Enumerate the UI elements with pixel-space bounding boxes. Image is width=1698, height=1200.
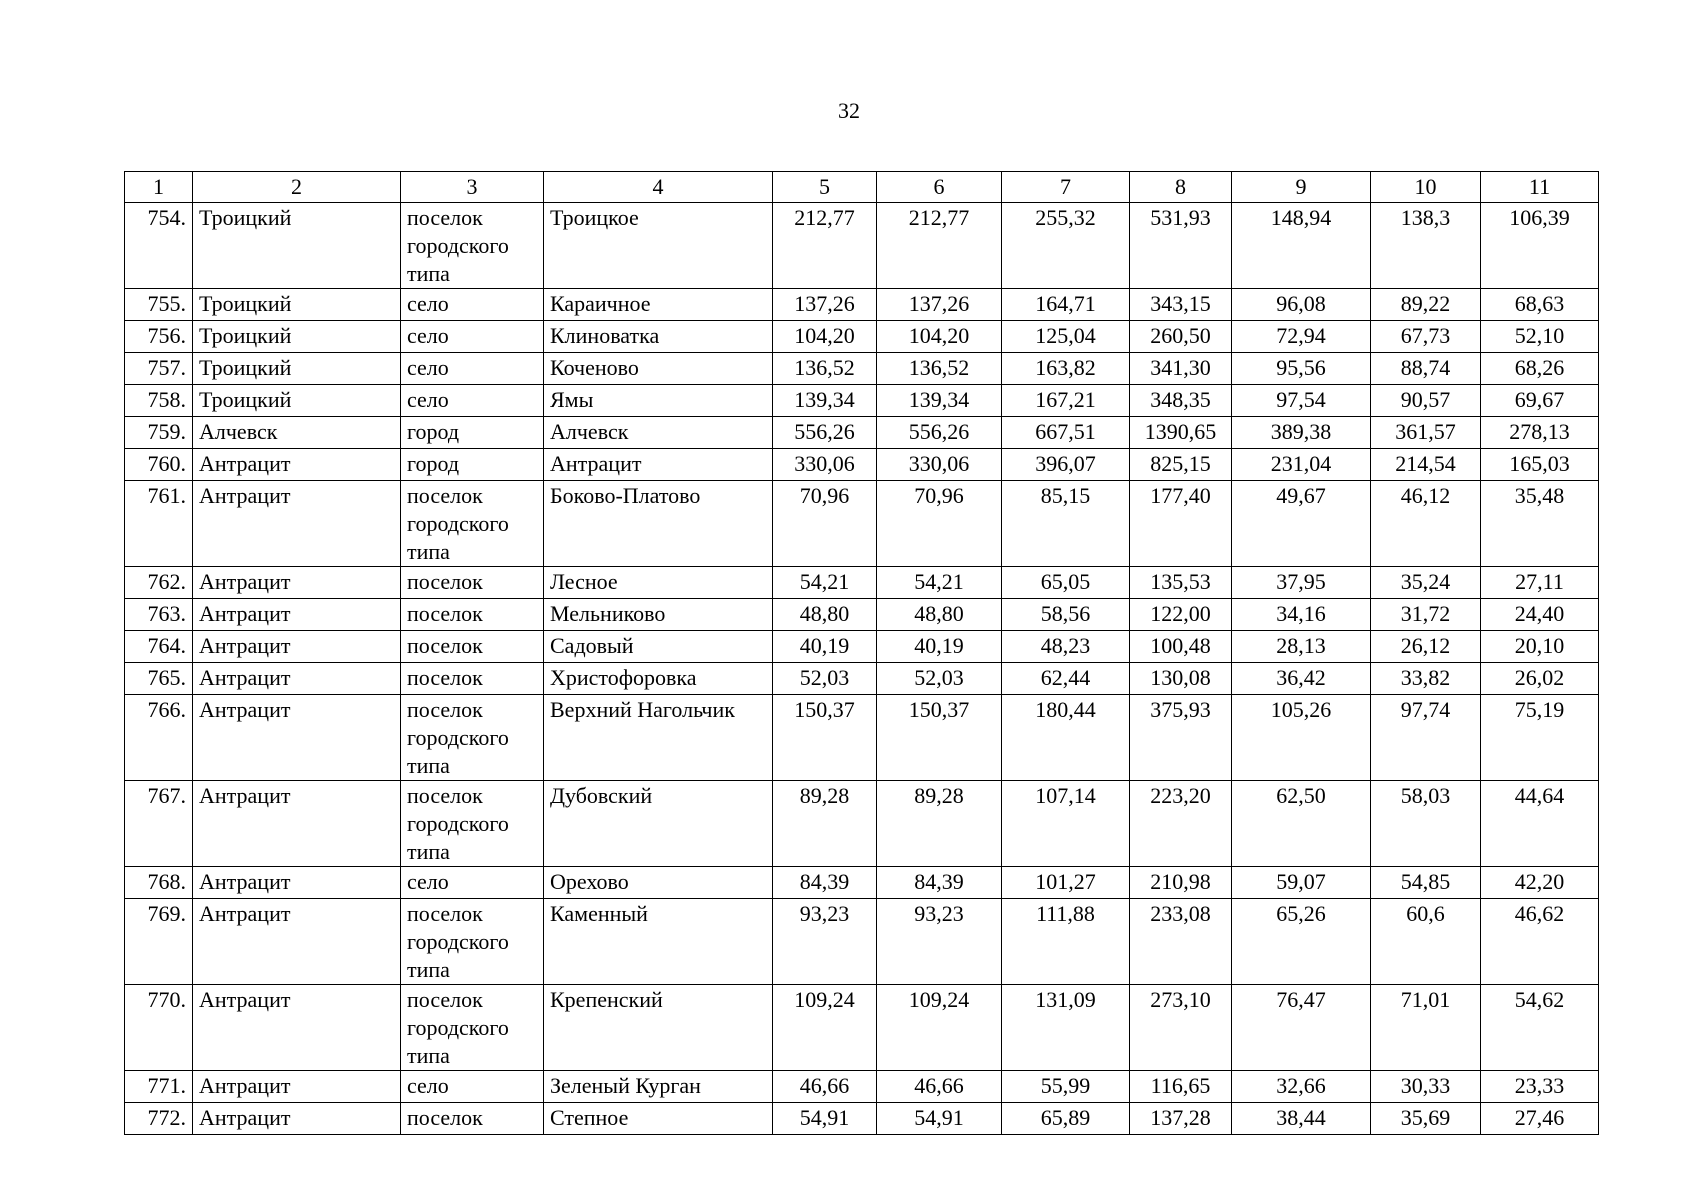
value-cell-col-7: 125,04 <box>1002 321 1130 353</box>
value-cell-col-10: 67,73 <box>1371 321 1481 353</box>
row-number-cell: 758. <box>125 385 193 417</box>
value-cell-col-8: 223,20 <box>1130 781 1232 867</box>
value-cell-col-10: 30,33 <box>1371 1071 1481 1103</box>
value-cell-col-8: 531,93 <box>1130 203 1232 289</box>
settlement-type-cell: поселок городского типа <box>401 781 544 867</box>
column-header-4: 4 <box>544 172 773 203</box>
value-cell-col-7: 101,27 <box>1002 867 1130 899</box>
value-cell-col-11: 42,20 <box>1481 867 1599 899</box>
value-cell-col-8: 177,40 <box>1130 481 1232 567</box>
settlement-name-cell: Лесное <box>544 567 773 599</box>
value-cell-col-7: 167,21 <box>1002 385 1130 417</box>
value-cell-col-9: 72,94 <box>1232 321 1371 353</box>
value-cell-col-8: 348,35 <box>1130 385 1232 417</box>
value-cell-col-8: 375,93 <box>1130 695 1232 781</box>
data-table <box>124 171 1599 1135</box>
value-cell-col-9: 105,26 <box>1232 695 1371 781</box>
settlement-name-cell: Мельниково <box>544 599 773 631</box>
value-cell-col-6: 104,20 <box>877 321 1002 353</box>
district-cell: Антрацит <box>193 631 401 663</box>
value-cell-col-7: 55,99 <box>1002 1071 1130 1103</box>
value-cell-col-7: 667,51 <box>1002 417 1130 449</box>
settlement-type-cell: село <box>401 321 544 353</box>
value-cell-col-10: 89,22 <box>1371 289 1481 321</box>
district-cell: Антрацит <box>193 1071 401 1103</box>
table-row <box>125 417 1599 449</box>
value-cell-col-9: 36,42 <box>1232 663 1371 695</box>
value-cell-col-5: 70,96 <box>773 481 877 567</box>
value-cell-col-5: 136,52 <box>773 353 877 385</box>
value-cell-col-9: 59,07 <box>1232 867 1371 899</box>
value-cell-col-8: 1390,65 <box>1130 417 1232 449</box>
value-cell-col-5: 54,21 <box>773 567 877 599</box>
value-cell-col-9: 97,54 <box>1232 385 1371 417</box>
value-cell-col-5: 84,39 <box>773 867 877 899</box>
settlement-type-cell: поселок городского типа <box>401 899 544 985</box>
value-cell-col-7: 180,44 <box>1002 695 1130 781</box>
settlement-name-cell: Алчевск <box>544 417 773 449</box>
value-cell-col-8: 137,28 <box>1130 1103 1232 1135</box>
row-number-cell: 770. <box>125 985 193 1071</box>
settlement-name-cell: Садовый <box>544 631 773 663</box>
settlement-type-cell: поселок <box>401 567 544 599</box>
settlement-type-cell: поселок <box>401 663 544 695</box>
settlement-type-cell: поселок <box>401 1103 544 1135</box>
value-cell-col-6: 556,26 <box>877 417 1002 449</box>
value-cell-col-11: 52,10 <box>1481 321 1599 353</box>
value-cell-col-6: 150,37 <box>877 695 1002 781</box>
row-number-cell: 765. <box>125 663 193 695</box>
value-cell-col-9: 389,38 <box>1232 417 1371 449</box>
settlement-name-cell: Караичное <box>544 289 773 321</box>
value-cell-col-5: 139,34 <box>773 385 877 417</box>
table-row <box>125 385 1599 417</box>
value-cell-col-9: 38,44 <box>1232 1103 1371 1135</box>
value-cell-col-7: 396,07 <box>1002 449 1130 481</box>
value-cell-col-8: 341,30 <box>1130 353 1232 385</box>
settlement-name-cell: Боково-Платово <box>544 481 773 567</box>
district-cell: Троицкий <box>193 289 401 321</box>
value-cell-col-10: 35,24 <box>1371 567 1481 599</box>
row-number-cell: 768. <box>125 867 193 899</box>
district-cell: Антрацит <box>193 567 401 599</box>
value-cell-col-9: 32,66 <box>1232 1071 1371 1103</box>
value-cell-col-5: 109,24 <box>773 985 877 1071</box>
table-row <box>125 985 1599 1071</box>
row-number-cell: 754. <box>125 203 193 289</box>
column-header-5: 5 <box>773 172 877 203</box>
value-cell-col-8: 130,08 <box>1130 663 1232 695</box>
settlement-type-cell: село <box>401 867 544 899</box>
value-cell-col-9: 62,50 <box>1232 781 1371 867</box>
value-cell-col-10: 97,74 <box>1371 695 1481 781</box>
value-cell-col-9: 231,04 <box>1232 449 1371 481</box>
district-cell: Алчевск <box>193 417 401 449</box>
value-cell-col-5: 46,66 <box>773 1071 877 1103</box>
value-cell-col-6: 136,52 <box>877 353 1002 385</box>
table-row <box>125 481 1599 567</box>
value-cell-col-9: 28,13 <box>1232 631 1371 663</box>
table-row <box>125 449 1599 481</box>
value-cell-col-10: 54,85 <box>1371 867 1481 899</box>
settlement-type-cell: село <box>401 1071 544 1103</box>
row-number-cell: 766. <box>125 695 193 781</box>
settlement-type-cell: город <box>401 417 544 449</box>
value-cell-col-8: 273,10 <box>1130 985 1232 1071</box>
settlement-type-cell: поселок городского типа <box>401 481 544 567</box>
settlement-type-cell: поселок <box>401 599 544 631</box>
table-row <box>125 599 1599 631</box>
settlement-type-cell: город <box>401 449 544 481</box>
value-cell-col-5: 212,77 <box>773 203 877 289</box>
settlement-type-cell: поселок городского типа <box>401 695 544 781</box>
row-number-cell: 763. <box>125 599 193 631</box>
value-cell-col-11: 27,11 <box>1481 567 1599 599</box>
settlement-name-cell: Каменный <box>544 899 773 985</box>
value-cell-col-10: 60,6 <box>1371 899 1481 985</box>
table-row <box>125 567 1599 599</box>
settlement-name-cell: Дубовский <box>544 781 773 867</box>
value-cell-col-10: 90,57 <box>1371 385 1481 417</box>
value-cell-col-6: 54,21 <box>877 567 1002 599</box>
table-row <box>125 631 1599 663</box>
table-row <box>125 781 1599 867</box>
value-cell-col-6: 54,91 <box>877 1103 1002 1135</box>
value-cell-col-6: 330,06 <box>877 449 1002 481</box>
column-header-7: 7 <box>1002 172 1130 203</box>
district-cell: Антрацит <box>193 899 401 985</box>
district-cell: Антрацит <box>193 867 401 899</box>
district-cell: Троицкий <box>193 203 401 289</box>
value-cell-col-11: 24,40 <box>1481 599 1599 631</box>
value-cell-col-8: 825,15 <box>1130 449 1232 481</box>
district-cell: Антрацит <box>193 985 401 1071</box>
value-cell-col-8: 122,00 <box>1130 599 1232 631</box>
row-number-cell: 764. <box>125 631 193 663</box>
table-row <box>125 289 1599 321</box>
value-cell-col-7: 164,71 <box>1002 289 1130 321</box>
value-cell-col-7: 255,32 <box>1002 203 1130 289</box>
value-cell-col-10: 58,03 <box>1371 781 1481 867</box>
settlement-name-cell: Христофоровка <box>544 663 773 695</box>
district-cell: Антрацит <box>193 449 401 481</box>
value-cell-col-10: 33,82 <box>1371 663 1481 695</box>
district-cell: Антрацит <box>193 1103 401 1135</box>
column-header-6: 6 <box>877 172 1002 203</box>
settlement-name-cell: Верхний Нагольчик <box>544 695 773 781</box>
table-row <box>125 203 1599 289</box>
table-row <box>125 867 1599 899</box>
value-cell-col-6: 93,23 <box>877 899 1002 985</box>
table-row <box>125 899 1599 985</box>
settlement-name-cell: Ямы <box>544 385 773 417</box>
value-cell-col-9: 37,95 <box>1232 567 1371 599</box>
value-cell-col-5: 40,19 <box>773 631 877 663</box>
value-cell-col-10: 138,3 <box>1371 203 1481 289</box>
row-number-cell: 757. <box>125 353 193 385</box>
value-cell-col-10: 361,57 <box>1371 417 1481 449</box>
column-header-11: 11 <box>1481 172 1599 203</box>
value-cell-col-10: 46,12 <box>1371 481 1481 567</box>
value-cell-col-6: 40,19 <box>877 631 1002 663</box>
row-number-cell: 772. <box>125 1103 193 1135</box>
settlement-type-cell: село <box>401 385 544 417</box>
value-cell-col-8: 116,65 <box>1130 1071 1232 1103</box>
district-cell: Троицкий <box>193 385 401 417</box>
value-cell-col-11: 68,63 <box>1481 289 1599 321</box>
table-header-row <box>125 172 1599 203</box>
page-number: 32 <box>838 98 860 123</box>
value-cell-col-6: 48,80 <box>877 599 1002 631</box>
value-cell-col-7: 131,09 <box>1002 985 1130 1071</box>
value-cell-col-11: 106,39 <box>1481 203 1599 289</box>
table-row <box>125 663 1599 695</box>
value-cell-col-6: 137,26 <box>877 289 1002 321</box>
column-header-8: 8 <box>1130 172 1232 203</box>
value-cell-col-11: 35,48 <box>1481 481 1599 567</box>
row-number-cell: 761. <box>125 481 193 567</box>
settlement-name-cell: Коченово <box>544 353 773 385</box>
row-number-cell: 762. <box>125 567 193 599</box>
value-cell-col-7: 163,82 <box>1002 353 1130 385</box>
value-cell-col-7: 65,05 <box>1002 567 1130 599</box>
settlement-type-cell: поселок городского типа <box>401 203 544 289</box>
value-cell-col-8: 100,48 <box>1130 631 1232 663</box>
value-cell-col-6: 46,66 <box>877 1071 1002 1103</box>
value-cell-col-6: 139,34 <box>877 385 1002 417</box>
value-cell-col-11: 165,03 <box>1481 449 1599 481</box>
value-cell-col-11: 69,67 <box>1481 385 1599 417</box>
table-row <box>125 1103 1599 1135</box>
table-row <box>125 695 1599 781</box>
value-cell-col-7: 111,88 <box>1002 899 1130 985</box>
value-cell-col-11: 68,26 <box>1481 353 1599 385</box>
row-number-cell: 771. <box>125 1071 193 1103</box>
column-header-3: 3 <box>401 172 544 203</box>
row-number-cell: 767. <box>125 781 193 867</box>
value-cell-col-8: 135,53 <box>1130 567 1232 599</box>
value-cell-col-8: 343,15 <box>1130 289 1232 321</box>
value-cell-col-6: 70,96 <box>877 481 1002 567</box>
value-cell-col-6: 109,24 <box>877 985 1002 1071</box>
settlement-name-cell: Орехово <box>544 867 773 899</box>
value-cell-col-5: 52,03 <box>773 663 877 695</box>
value-cell-col-9: 96,08 <box>1232 289 1371 321</box>
settlement-name-cell: Антрацит <box>544 449 773 481</box>
settlement-name-cell: Клиноватка <box>544 321 773 353</box>
value-cell-col-11: 26,02 <box>1481 663 1599 695</box>
table-row <box>125 353 1599 385</box>
value-cell-col-5: 150,37 <box>773 695 877 781</box>
value-cell-col-11: 75,19 <box>1481 695 1599 781</box>
value-cell-col-8: 210,98 <box>1130 867 1232 899</box>
column-header-9: 9 <box>1232 172 1371 203</box>
value-cell-col-11: 44,64 <box>1481 781 1599 867</box>
value-cell-col-5: 137,26 <box>773 289 877 321</box>
value-cell-col-11: 23,33 <box>1481 1071 1599 1103</box>
value-cell-col-6: 52,03 <box>877 663 1002 695</box>
value-cell-col-11: 54,62 <box>1481 985 1599 1071</box>
district-cell: Троицкий <box>193 321 401 353</box>
settlement-type-cell: село <box>401 353 544 385</box>
table-body <box>125 203 1599 1135</box>
value-cell-col-9: 95,56 <box>1232 353 1371 385</box>
value-cell-col-6: 89,28 <box>877 781 1002 867</box>
value-cell-col-7: 85,15 <box>1002 481 1130 567</box>
column-header-2: 2 <box>193 172 401 203</box>
settlement-name-cell: Троицкое <box>544 203 773 289</box>
value-cell-col-6: 84,39 <box>877 867 1002 899</box>
value-cell-col-9: 148,94 <box>1232 203 1371 289</box>
value-cell-col-9: 76,47 <box>1232 985 1371 1071</box>
value-cell-col-7: 62,44 <box>1002 663 1130 695</box>
value-cell-col-8: 260,50 <box>1130 321 1232 353</box>
column-header-1: 1 <box>125 172 193 203</box>
value-cell-col-9: 65,26 <box>1232 899 1371 985</box>
district-cell: Антрацит <box>193 695 401 781</box>
value-cell-col-11: 27,46 <box>1481 1103 1599 1135</box>
value-cell-col-5: 330,06 <box>773 449 877 481</box>
row-number-cell: 756. <box>125 321 193 353</box>
value-cell-col-10: 71,01 <box>1371 985 1481 1071</box>
value-cell-col-6: 212,77 <box>877 203 1002 289</box>
column-header-10: 10 <box>1371 172 1481 203</box>
table-row <box>125 1071 1599 1103</box>
district-cell: Антрацит <box>193 781 401 867</box>
value-cell-col-10: 26,12 <box>1371 631 1481 663</box>
value-cell-col-11: 20,10 <box>1481 631 1599 663</box>
value-cell-col-5: 93,23 <box>773 899 877 985</box>
settlement-name-cell: Степное <box>544 1103 773 1135</box>
district-cell: Антрацит <box>193 663 401 695</box>
row-number-cell: 760. <box>125 449 193 481</box>
value-cell-col-10: 88,74 <box>1371 353 1481 385</box>
settlement-type-cell: поселок <box>401 631 544 663</box>
settlement-type-cell: село <box>401 289 544 321</box>
value-cell-col-5: 89,28 <box>773 781 877 867</box>
district-cell: Троицкий <box>193 353 401 385</box>
value-cell-col-11: 46,62 <box>1481 899 1599 985</box>
table-row <box>125 321 1599 353</box>
value-cell-col-5: 54,91 <box>773 1103 877 1135</box>
value-cell-col-9: 34,16 <box>1232 599 1371 631</box>
value-cell-col-5: 556,26 <box>773 417 877 449</box>
value-cell-col-8: 233,08 <box>1130 899 1232 985</box>
value-cell-col-10: 35,69 <box>1371 1103 1481 1135</box>
row-number-cell: 759. <box>125 417 193 449</box>
district-cell: Антрацит <box>193 599 401 631</box>
settlement-name-cell: Крепенский <box>544 985 773 1071</box>
value-cell-col-7: 107,14 <box>1002 781 1130 867</box>
value-cell-col-9: 49,67 <box>1232 481 1371 567</box>
value-cell-col-5: 104,20 <box>773 321 877 353</box>
value-cell-col-10: 31,72 <box>1371 599 1481 631</box>
value-cell-col-11: 278,13 <box>1481 417 1599 449</box>
settlement-type-cell: поселок городского типа <box>401 985 544 1071</box>
value-cell-col-7: 65,89 <box>1002 1103 1130 1135</box>
value-cell-col-7: 58,56 <box>1002 599 1130 631</box>
value-cell-col-10: 214,54 <box>1371 449 1481 481</box>
value-cell-col-5: 48,80 <box>773 599 877 631</box>
row-number-cell: 769. <box>125 899 193 985</box>
district-cell: Антрацит <box>193 481 401 567</box>
row-number-cell: 755. <box>125 289 193 321</box>
value-cell-col-7: 48,23 <box>1002 631 1130 663</box>
settlement-name-cell: Зеленый Курган <box>544 1071 773 1103</box>
